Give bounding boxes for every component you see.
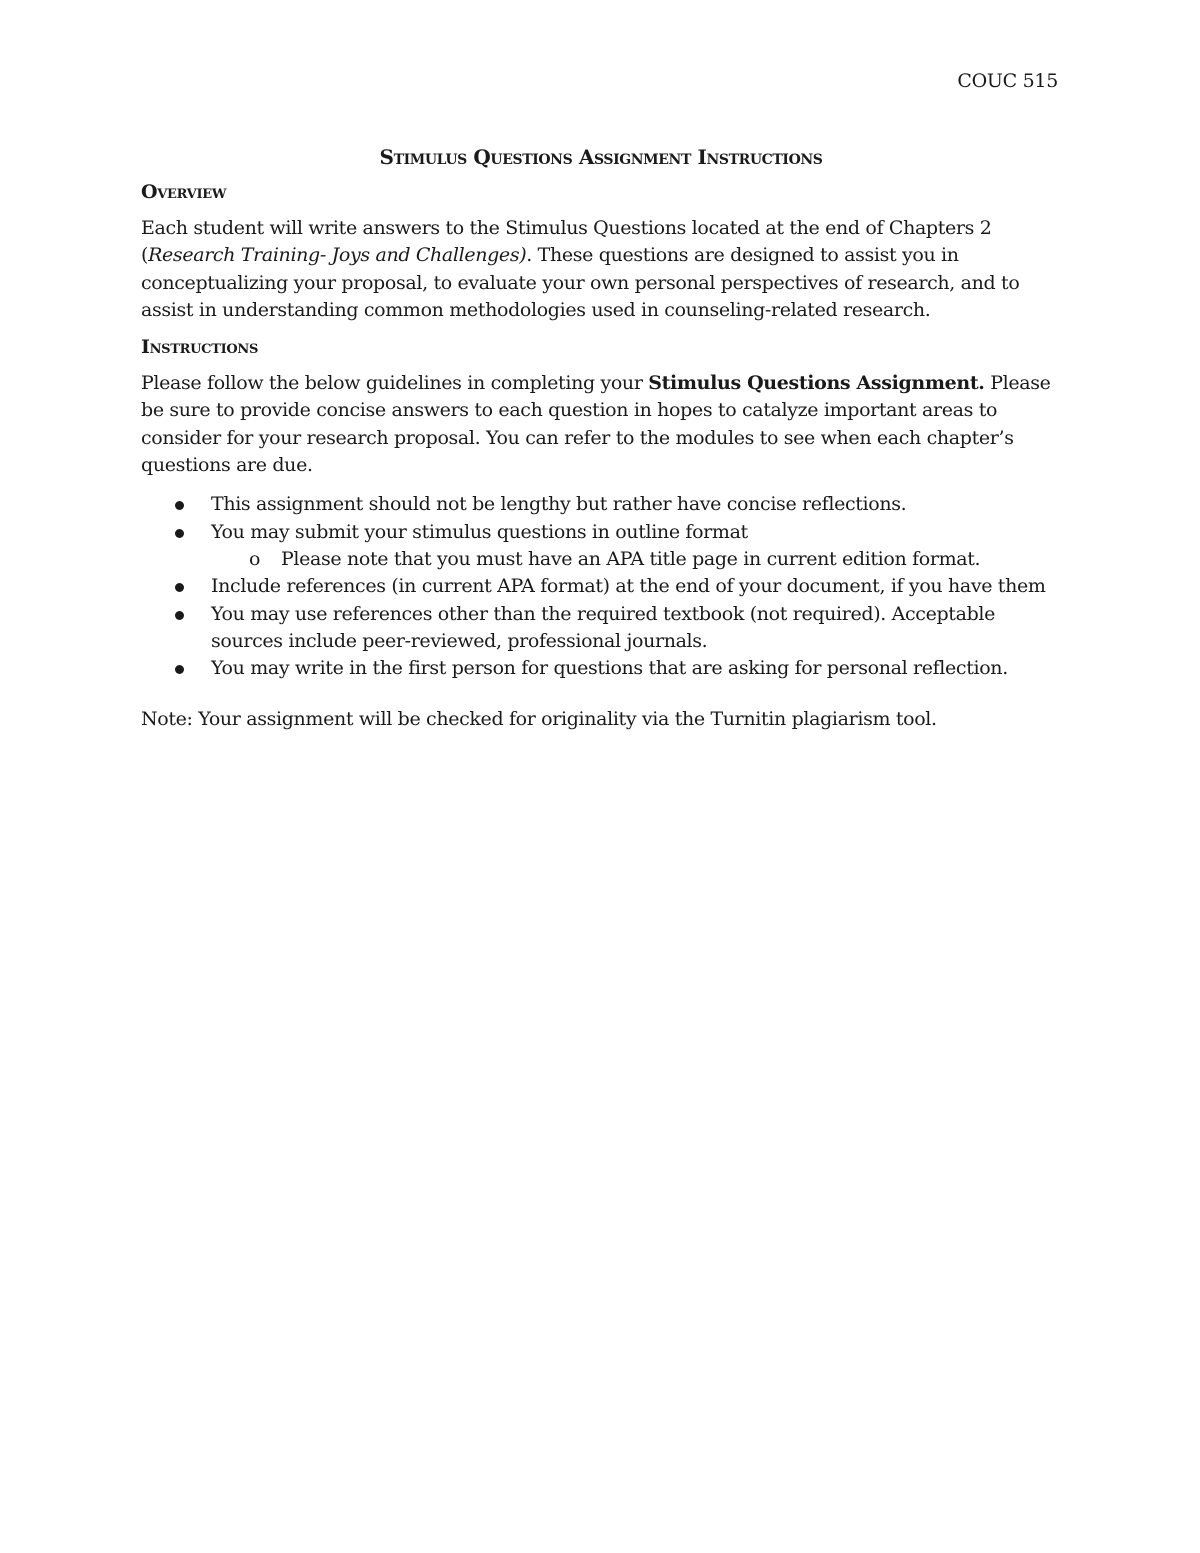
document-body — [141, 145, 1061, 746]
bullet-icon — [175, 529, 184, 538]
list-item-text: You may use references other than the required textbook (not required). Acceptable sources include peer-reviewed, professional journals. — [211, 602, 996, 652]
overview-text-end: . These questions are designed to assist you in conceptualizing your proposal, to evaluate your own personal perspectives of research, and to assist in understanding common methodologies used in counseling-related research. — [141, 244, 1020, 321]
circle-bullet-icon: o — [249, 547, 261, 570]
instructions-heading: Instructions — [141, 336, 259, 359]
instructions-text-start: Please follow the below guidelines in completing your — [141, 372, 649, 395]
list-item-text: Include references (in current APA format) at the end of your document, if you have them — [211, 575, 1046, 598]
overview-chapter-title: Research Training- Joys and Challenges) — [148, 244, 527, 267]
list-item-text: You may submit your stimulus questions in outline format — [211, 520, 748, 543]
list-item — [141, 655, 1061, 682]
sub-list — [211, 546, 1061, 573]
guidelines-list — [141, 491, 1061, 682]
sub-list-item-text: Please note that you must have an APA title page in current edition format. — [281, 547, 981, 570]
bullet-icon — [175, 665, 184, 674]
overview-heading: Overview — [141, 181, 227, 203]
list-item-text: This assignment should not be lengthy but rather have concise reflections. — [211, 493, 907, 516]
document-title: Stimulus Questions Assignment Instructions — [379, 145, 823, 169]
list-item — [141, 573, 1061, 600]
overview-text-start: Each student will write answers to the Stimulus Questions located at the end of Chapters 2 ( — [141, 217, 992, 267]
originality-note: Note: Your assignment will be checked for originality via the Turnitin plagiarism tool. — [141, 708, 937, 731]
assignment-name: Stimulus Questions Assignment. — [648, 372, 985, 395]
bullet-icon — [175, 583, 184, 592]
bullet-icon — [175, 611, 184, 620]
list-item — [141, 601, 1061, 656]
list-item-text: You may write in the first person for questions that are asking for personal reflection. — [211, 657, 1008, 680]
course-code: COUC 515 — [957, 70, 1058, 92]
sub-list-item — [211, 546, 1061, 573]
instructions-paragraph — [141, 370, 1061, 479]
bullet-icon — [175, 501, 184, 510]
instructions-text-end: Please be sure to provide concise answers to each question in hopes to catalyze important areas to consider for your research proposal. You can refer to the modules to see when each chapter’s questions are due. — [141, 372, 1051, 477]
list-item — [141, 491, 1061, 518]
list-item — [141, 519, 1061, 574]
overview-paragraph — [141, 215, 1061, 324]
